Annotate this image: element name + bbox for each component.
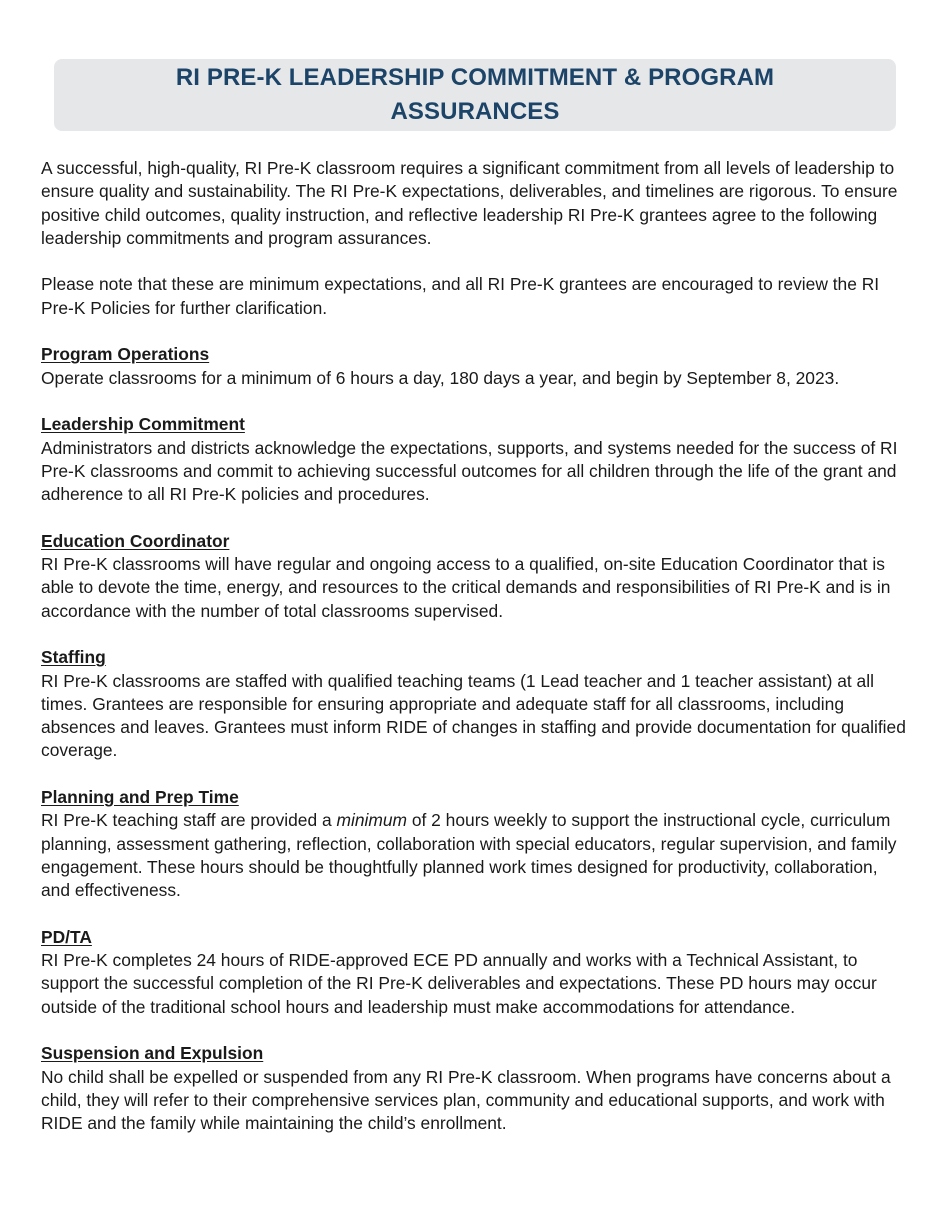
section-heading: Leadership Commitment [41, 414, 245, 435]
section-heading: Education Coordinator [41, 530, 230, 551]
section-heading: Planning and Prep Time [41, 787, 239, 808]
section-text-part: RI Pre-K teaching staff are provided a [41, 810, 337, 831]
section-text: Operate classrooms for a minimum of 6 hours a day, 180 days a year, and begin by September 8, 2023. [41, 367, 840, 388]
document-body [41, 157, 911, 1159]
emphasis-text: minimum [336, 810, 408, 831]
intro-paragraph-2: Please note that these are minimum expectations, and all RI Pre-K grantees are encouraged to review the RI Pre-K Policies for further clarification. [41, 274, 880, 318]
section-leadership-commitment [41, 413, 911, 506]
section-text: No child shall be expelled or suspended from any RI Pre-K classroom. When programs have concerns about a child, they will refer to their comprehensive services plan, community and educational supports, and work with RIDE and the family while maintaining the child’s enrollment. [41, 1066, 891, 1134]
section-heading: Program Operations [41, 344, 210, 365]
section-text-part: of 2 hours weekly to support the instructional cycle, curriculum planning, assessment gathering, reflection, collaboration with special educators, regular supervision, and family engagement. These hours should be thoughtfully planned work times designed for productivity, collaboration, and effectiveness. [41, 810, 897, 901]
section-heading: PD/TA [41, 926, 92, 947]
page-title-line-2: ASSURANCES [390, 98, 560, 125]
section-text: RI Pre-K completes 24 hours of RIDE-approved ECE PD annually and works with a Technical Assistant, to support the successful completion of the RI Pre-K deliverables and expectations. These PD hours may occur outside of the traditional school hours and leadership must make accommodations for attendance. [41, 950, 877, 1017]
title-banner [54, 59, 896, 131]
section-heading: Suspension and Expulsion [41, 1043, 264, 1064]
section-text: RI Pre-K classrooms are staffed with qualified teaching teams (1 Lead teacher and 1 teacher assistant) at all times. Grantees are responsible for ensuring appropriate and adequate staff for all classrooms, including absences and leaves. Grantees must inform RIDE of changes in staffing and provide documentation for qualified coverage. [41, 670, 906, 761]
section-education-coordinator [41, 530, 911, 623]
section-text [41, 809, 911, 902]
section-suspension-expulsion [41, 1042, 911, 1135]
intro-paragraph-1: A successful, high-quality, RI Pre-K classroom requires a significant commitment from all levels of leadership to ensure quality and sustainability. The RI Pre-K expectations, deliverables, and timelines are rigorous. To ensure positive child outcomes, quality instruction, and reflective leadership RI Pre-K grantees agree to the following leadership commitments and program assurances. [41, 158, 898, 248]
page-title-line-1: RI PRE-K LEADERSHIP COMMITMENT & PROGRAM [175, 64, 775, 91]
section-pd-ta [41, 926, 911, 1019]
section-text: Administrators and districts acknowledge the expectations, supports, and systems needed for the success of RI Pre-K classrooms and commit to achieving successful outcomes for all children through the life of the grant and adherence to all RI Pre-K policies and procedures. [41, 437, 898, 505]
section-heading: Staffing [41, 647, 106, 668]
section-text: RI Pre-K classrooms will have regular and ongoing access to a qualified, on-site Education Coordinator that is able to devote the time, energy, and resources to the critical demands and responsibilities of RI Pre-K and is in accordance with the number of total classrooms supervised. [41, 554, 891, 621]
section-staffing [41, 646, 911, 762]
section-program-operations [41, 343, 911, 390]
section-planning-prep-time [41, 786, 911, 902]
